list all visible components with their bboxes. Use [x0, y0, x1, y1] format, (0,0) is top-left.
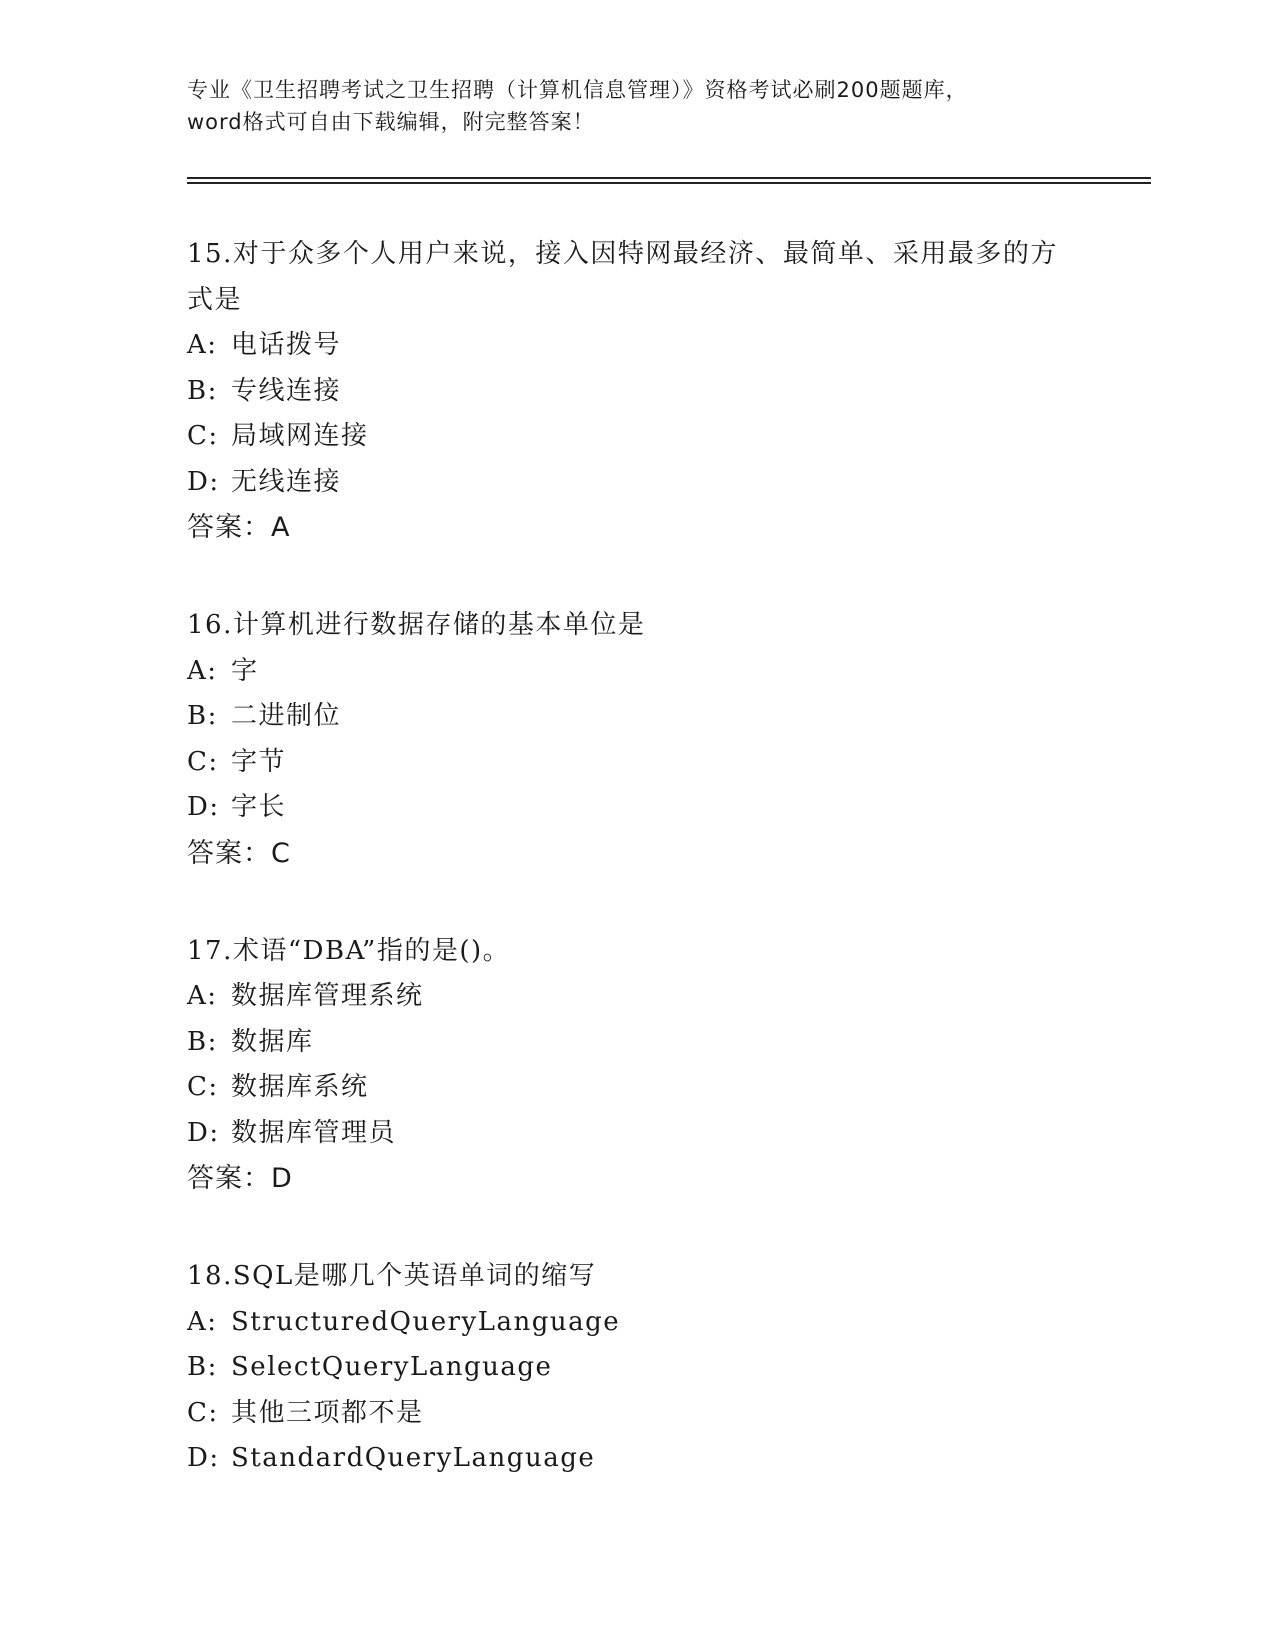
- question-stem: 18.SQL是哪几个英语单词的缩写: [187, 1261, 597, 1291]
- option-text: 字节: [231, 746, 287, 777]
- option-b: [187, 694, 1107, 740]
- header-line-1: 专业《卫生招聘考试之卫生招聘（计算机信息管理）》资格考试必刷200题题库，: [187, 78, 968, 102]
- option-letter: C:: [187, 421, 219, 451]
- option-letter: A:: [187, 330, 218, 360]
- option-b: [187, 1020, 1107, 1066]
- option-a: [187, 323, 1107, 369]
- option-text: SelectQueryLanguage: [231, 1352, 553, 1382]
- option-text: 字: [231, 655, 259, 686]
- question-stem: 16.计算机进行数据存储的基本单位是: [187, 610, 646, 640]
- option-letter: C:: [187, 1072, 219, 1102]
- answer-label: 答案：D: [187, 1163, 293, 1194]
- option-letter: B:: [187, 701, 218, 731]
- option-letter: D:: [187, 466, 220, 497]
- option-letter: A:: [187, 1306, 218, 1337]
- question-list: [187, 232, 1107, 1534]
- option-text: 数据库系统: [231, 1072, 369, 1102]
- header-divider-top: [187, 177, 1151, 179]
- option-letter: B:: [187, 375, 218, 406]
- option-text: 局域网连接: [231, 421, 369, 451]
- option-a: [187, 1300, 1107, 1346]
- option-d: [187, 460, 1107, 506]
- option-letter: B:: [187, 1026, 218, 1057]
- option-text: StructuredQueryLanguage: [231, 1306, 621, 1337]
- option-letter: B:: [187, 1352, 218, 1382]
- option-text: 专线连接: [231, 375, 342, 406]
- option-b: [187, 1345, 1107, 1391]
- option-c: [187, 1065, 1107, 1111]
- option-a: [187, 974, 1107, 1020]
- option-text: 二进制位: [231, 701, 342, 731]
- option-text: 数据库: [231, 1026, 314, 1057]
- option-letter: D:: [187, 792, 220, 822]
- question-18: [187, 1254, 1107, 1482]
- answer-label: 答案：C: [187, 837, 291, 869]
- option-letter: A:: [187, 655, 218, 686]
- option-letter: C:: [187, 1397, 219, 1428]
- question-stem: 17.术语“DBA”指的是()。: [187, 935, 511, 966]
- header-divider-bottom: [187, 182, 1151, 184]
- option-letter: A:: [187, 981, 218, 1011]
- question-stem: 15.对于众多个人用户来说，接入因特网最经济、最简单、采用最多的方式是: [187, 239, 1058, 315]
- option-letter: D:: [187, 1117, 220, 1148]
- option-text: 数据库管理系统: [231, 981, 424, 1011]
- option-text: 字长: [231, 792, 287, 822]
- option-text: 数据库管理员: [231, 1117, 397, 1148]
- option-text: 其他三项都不是: [231, 1397, 424, 1428]
- option-text: 电话拨号: [231, 330, 342, 360]
- question-16: [187, 603, 1107, 877]
- option-text: StandardQueryLanguage: [231, 1443, 596, 1473]
- option-d: [187, 785, 1107, 831]
- question-17: [187, 929, 1107, 1203]
- option-d: [187, 1436, 1107, 1482]
- option-a: [187, 649, 1107, 695]
- option-b: [187, 369, 1107, 415]
- option-c: [187, 414, 1107, 460]
- question-15: [187, 232, 1107, 551]
- option-d: [187, 1111, 1107, 1157]
- document-header: [187, 74, 1087, 138]
- header-line-2: word格式可自由下载编辑，附完整答案！: [187, 110, 595, 134]
- option-c: [187, 740, 1107, 786]
- option-letter: D:: [187, 1443, 220, 1473]
- option-letter: C:: [187, 746, 219, 777]
- option-c: [187, 1391, 1107, 1437]
- option-text: 无线连接: [231, 466, 342, 497]
- answer-label: 答案：A: [187, 512, 291, 543]
